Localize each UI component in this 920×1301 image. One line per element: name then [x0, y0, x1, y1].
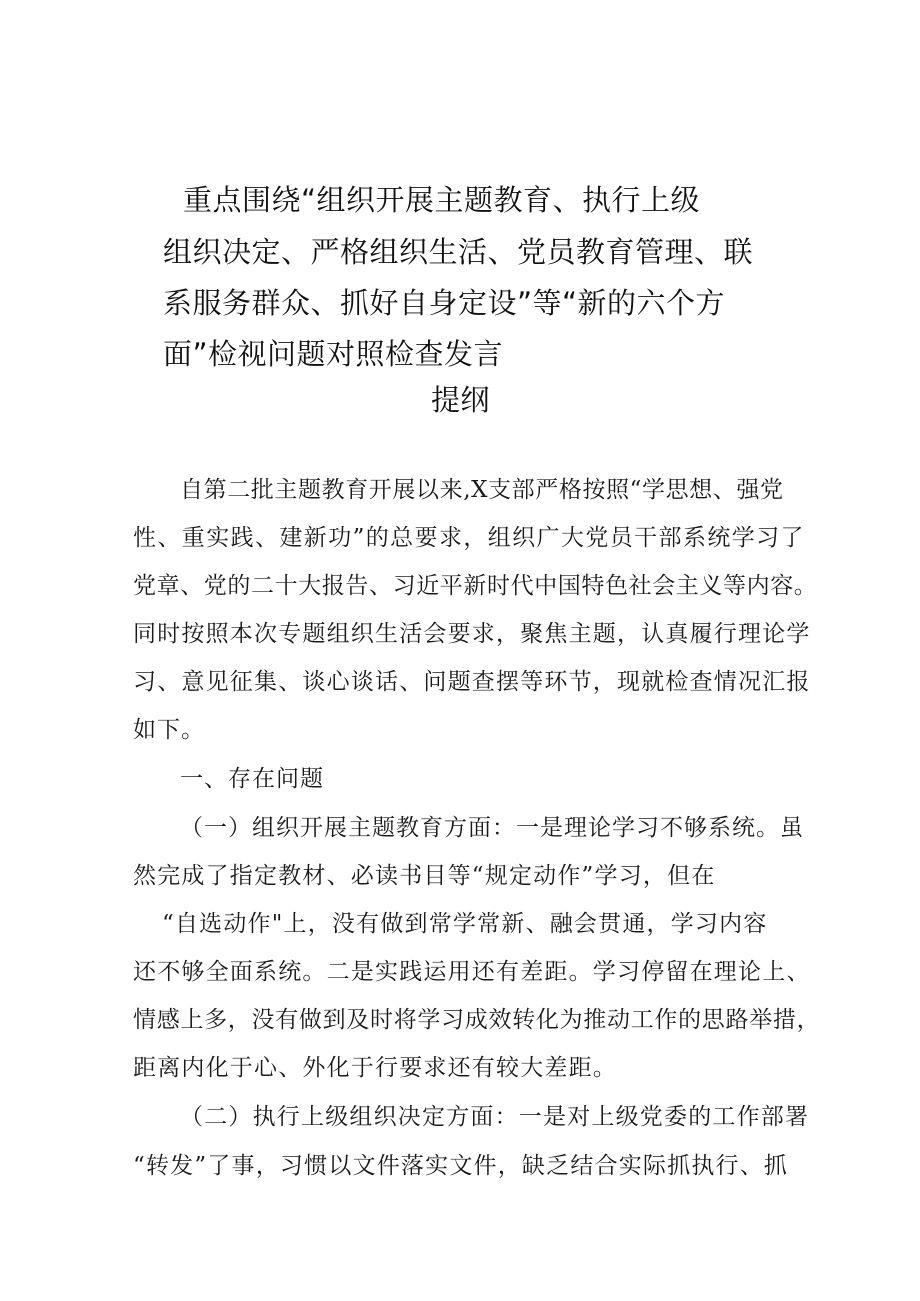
paragraph-line: “自选动作"上，没有做到常学常新、融会贯通，学习内容	[162, 911, 768, 937]
paragraph-line: 还不够全面系统。二是实践运用还有差距。学习停留在理论上、	[133, 959, 811, 985]
paragraph-line: 情感上多，没有做到及时将学习成效转化为推动工作的思路举措，	[133, 1007, 821, 1033]
document-title-line-2: 组织决定、严格组织生活、党员教育管理、联	[163, 235, 754, 269]
paragraph-line: 习、意见征集、谈心谈话、问题查摆等环节，现就检查情况汇报	[133, 669, 811, 695]
paragraph-line: 自第二批主题教育开展以来,X支部严格按照“学思想、强党	[180, 477, 784, 503]
document-title-line-1: 重点围绕“组织开展主题教育、执行上级	[183, 183, 701, 217]
paragraph-line: 如下。	[133, 717, 205, 743]
paragraph-line: 同时按照本次专题组织生活会要求，聚焦主题，认真履行理论学	[133, 621, 811, 647]
paragraph-line: “转发”了事，习惯以文件落实文件，缺乏结合实际抓执行、抓	[133, 1153, 789, 1179]
paragraph-line: 距离内化于心、外化于行要求还有较大差距。	[133, 1055, 617, 1081]
section-heading: 一、存在问题	[180, 766, 324, 792]
document-title-line-3: 系服务群众、抓好自身定设”等“新的六个方	[163, 286, 726, 320]
paragraph-line: 党章、党的二十大报告、习近平新时代中国特色社会主义等内容。	[133, 573, 818, 599]
paragraph-line: （二）执行上级组织决定方面：一是对上级党委的工作部署	[180, 1104, 810, 1130]
paragraph-line: （一）组织开展主题教育方面：一是理论学习不够系统。虽	[180, 815, 804, 841]
document-title-line-5: 提纲	[431, 383, 491, 417]
document-title-line-4: 面”检视问题对照检查发言	[163, 337, 504, 371]
paragraph-line: 性、重实践、建新功”的总要求，组织广大党员干部系统学习了	[133, 525, 805, 551]
paragraph-line: 然完成了指定教材、必读书目等“规定动作”学习，但在	[133, 863, 716, 889]
